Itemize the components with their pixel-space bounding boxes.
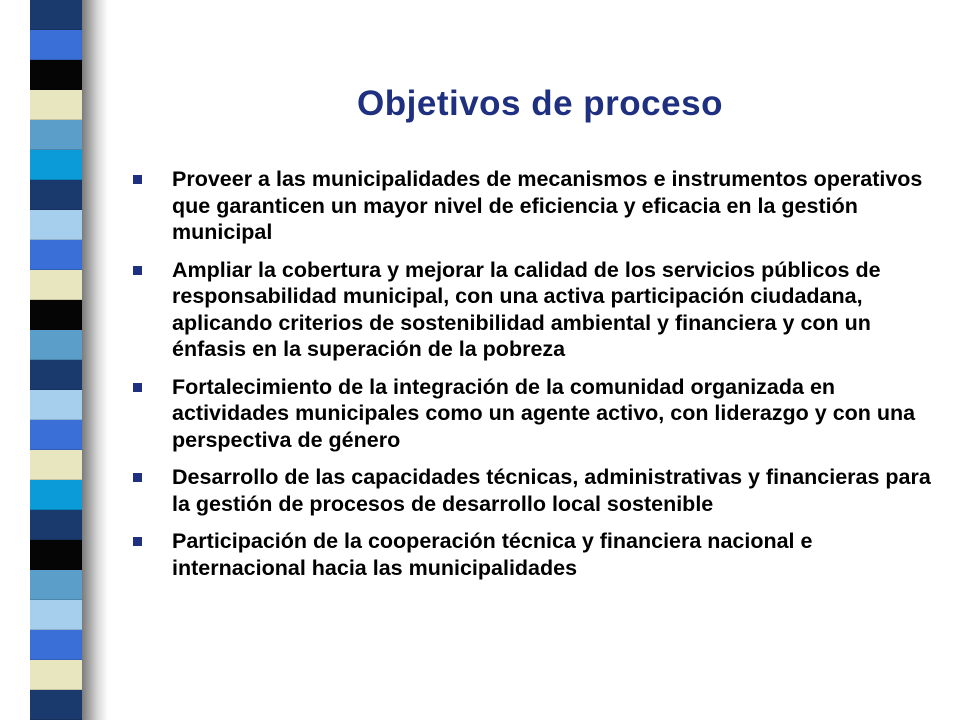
bullet-text: Proveer a las municipalidades de mecanismos e instrumentos operativos que garanticen un mayor nivel de eficiencia y eficacia en la gestión municipal [172, 167, 923, 244]
bullet-item [128, 374, 936, 454]
stripe-block [30, 150, 82, 180]
stripe-block [30, 630, 82, 660]
stripe-block [30, 690, 82, 720]
bullet-text: Fortalecimiento de la integración de la comunidad organizada en actividades municipales como un agente activo, con liderazgo y con una perspectiva de género [172, 374, 916, 452]
bullet-text: Ampliar la cobertura y mejorar la calidad de los servicios públicos de responsabilidad municipal, con una activa participación ciudadana, aplicando criterios de sostenibilidad ambiental y financiera y con un énfasis en la superación de la pobreza [172, 257, 881, 361]
stripe-block [30, 90, 82, 120]
stripe-block [30, 540, 82, 570]
stripe-block [30, 330, 82, 360]
stripe-block [30, 420, 82, 450]
stripe-block [30, 360, 82, 390]
stripe-block [30, 120, 82, 150]
stripe-block [30, 450, 82, 480]
slide-title: Objetivos de proceso [357, 84, 723, 123]
stripe-block [30, 480, 82, 510]
square-bullet-icon [133, 473, 142, 482]
bullet-item [128, 166, 936, 246]
stripe-block [30, 180, 82, 210]
stripe-block [30, 210, 82, 240]
bullet-list [128, 166, 936, 592]
stripe-block [30, 60, 82, 90]
stripe-shadow [82, 0, 108, 720]
bullet-item [128, 528, 936, 581]
stripe-block [30, 390, 82, 420]
square-bullet-icon [133, 383, 142, 392]
stripe-block [30, 600, 82, 630]
bullet-text: Participación de la cooperación técnica y financiera nacional e internacional hacia las municipalidades [172, 529, 813, 580]
stripe-blocks [30, 0, 82, 720]
square-bullet-icon [133, 537, 142, 546]
stripe-block [30, 570, 82, 600]
stripe-block [30, 510, 82, 540]
stripe-block [30, 270, 82, 300]
stripe-block [30, 0, 82, 30]
square-bullet-icon [133, 175, 142, 184]
square-bullet-icon [133, 266, 142, 275]
bullet-item [128, 464, 936, 517]
stripe-block [30, 300, 82, 330]
bullet-item [128, 257, 936, 363]
decorative-stripe [0, 0, 120, 720]
stripe-block [30, 240, 82, 270]
bullet-text: Desarrollo de las capacidades técnicas, administrativas y financieras para la gestión de procesos de desarrollo local sostenible [172, 465, 931, 516]
stripe-block [30, 660, 82, 690]
stripe-block [30, 30, 82, 60]
